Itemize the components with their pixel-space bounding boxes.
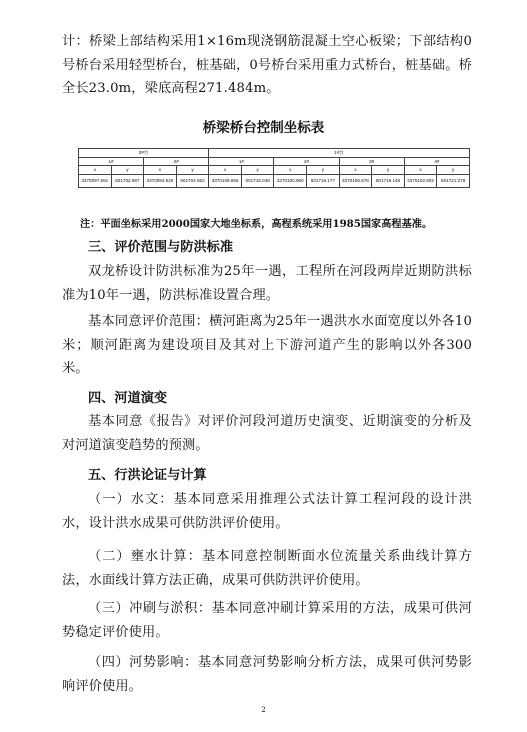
table-cell: 601719.148 bbox=[372, 174, 405, 187]
table-group-header: 1#台 bbox=[209, 149, 470, 158]
body-paragraph: （二）壅水计算：基本同意控制断面水位流量关系曲线计算方法，水面线计算方法正确，成果可供防洪评价使用。 bbox=[62, 549, 472, 588]
body-paragraph: （四）河势影响：基本同意河势影响分析方法，成果可供河势影响评价使用。 bbox=[62, 655, 472, 694]
table-cell: 3370097.551 bbox=[79, 174, 112, 187]
table-title: 桥梁桥台控制坐标表 bbox=[202, 120, 325, 136]
page-number: 2 bbox=[261, 706, 266, 714]
section-heading: 三、评价范围与防洪标准 bbox=[88, 240, 234, 255]
body-paragraph: （一）水文：基本同意采用推理公式法计算工程河段的设计洪水，设计洪水成果可供防洪评价使用。 bbox=[62, 492, 472, 531]
table-axis-label: y bbox=[437, 166, 470, 175]
body-paragraph: （三）冲刷与淤积：基本同意冲刷计算采用的方法，成果可供河势稳定评价使用。 bbox=[62, 601, 472, 640]
table-cell: 3370102.602 bbox=[404, 174, 437, 187]
table-axis-label: y bbox=[241, 166, 274, 175]
table-axis-label: y bbox=[176, 166, 209, 175]
table-axis-label: x bbox=[144, 166, 177, 175]
table-cell: 3370100.960 bbox=[274, 174, 307, 187]
section-heading: 四、河道演变 bbox=[88, 391, 168, 406]
table-cell: 601718.177 bbox=[307, 174, 340, 187]
table-point-header: 1# bbox=[79, 157, 144, 166]
table-point-header: 4# bbox=[404, 157, 469, 166]
intro-paragraph: 计：桥梁上部结构采用1×16m现浇钢筋混凝土空心板梁；下部结构0号桥台采用轻型桥台，桩基础，0号桥台采用重力式桥台，桩基础。桥全长23.0m，梁底高程271.484m。 bbox=[62, 34, 472, 96]
table-axis-label: x bbox=[209, 166, 242, 175]
table-cell: 3370105.656 bbox=[209, 174, 242, 187]
coordinate-table bbox=[78, 148, 470, 188]
section-heading: 五、行洪论证与计算 bbox=[88, 468, 207, 483]
table-point-header: 2# bbox=[274, 157, 339, 166]
table-cell: 3370106.678 bbox=[339, 174, 372, 187]
table-cell: 3370094.526 bbox=[144, 174, 177, 187]
table-axis-label: x bbox=[79, 166, 112, 175]
table-point-header: 1# bbox=[209, 157, 274, 166]
table-point-header: 3# bbox=[339, 157, 404, 166]
table-cell: 601721.279 bbox=[437, 174, 470, 187]
table-cell: 601716.048 bbox=[241, 174, 274, 187]
body-paragraph: 双龙桥设计防洪标准为25年一遇，工程所在河段两岸近期防洪标准为10年一遇，防洪标准设置合理。 bbox=[62, 264, 472, 303]
table-axis-label: x bbox=[339, 166, 372, 175]
body-paragraph: 基本同意评价范围：横河距离为25年一遇洪水水面宽度以外各10米；顺河距离为建设项目及其对上下游河道产生的影响以外各300米。 bbox=[62, 314, 472, 376]
table-note: 注：平面坐标采用2000国家大地坐标系，高程系统采用1985国家高程基准。 bbox=[80, 218, 433, 230]
table-axis-label: y bbox=[372, 166, 405, 175]
table-axis-label: y bbox=[111, 166, 144, 175]
table-axis-label: y bbox=[307, 166, 340, 175]
table-group-header: 0#台 bbox=[79, 149, 209, 158]
table-axis-label: x bbox=[404, 166, 437, 175]
table-point-header: 2# bbox=[144, 157, 209, 166]
body-paragraph: 基本同意《报告》对评价河段河道历史演变、近期演变的分析及对河道演变趋势的预测。 bbox=[62, 414, 472, 453]
table-cell: 601704.562 bbox=[176, 174, 209, 187]
table-axis-label: x bbox=[274, 166, 307, 175]
table-cell: 601702.987 bbox=[111, 174, 144, 187]
